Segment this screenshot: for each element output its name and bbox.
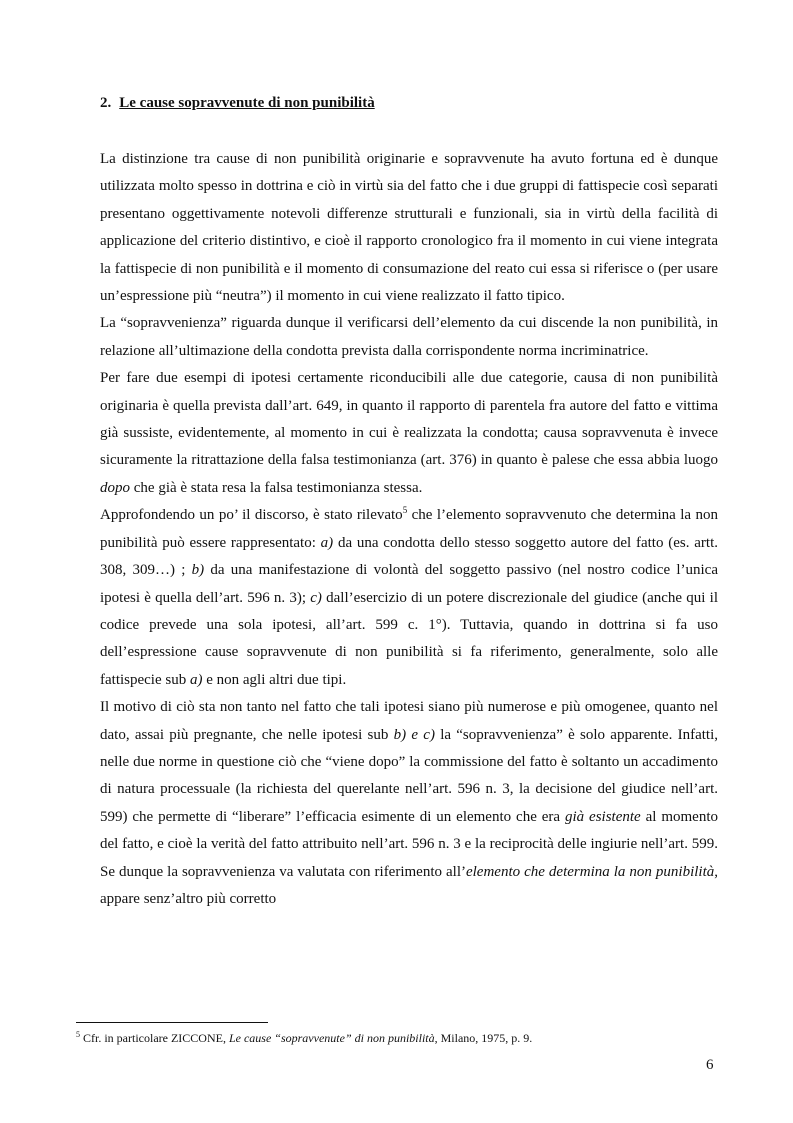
- page-number: 6: [706, 1057, 714, 1073]
- text-run: al momento del fatto, e cioè la verità del fatto attribuito nell’art. 596 n. 3 e la reciprocità delle ingiurie nell’art. 599. Se dunque la sopravvenienza va valutata con riferimento all’: [100, 808, 718, 880]
- text-run: , appare senz’altro più corretto: [100, 863, 718, 907]
- emphasis-text: elemento che determina la non punibilità: [465, 863, 715, 880]
- emphasis-text: c): [310, 589, 322, 606]
- body-text: [100, 146, 718, 913]
- text-run: La “sopravvenienza” riguarda dunque il verificarsi dell’elemento da cui discende la non punibilità, in relazione all’ultimazione della condotta prevista dalla corrispondente norma incriminatrice.: [100, 315, 718, 359]
- text-run: Il motivo di ciò sta non tanto nel fatto che tali ipotesi siano più numerose e più omogenee, quanto nel dato, assai più pregnante, che nelle ipotesi sub: [100, 699, 718, 743]
- paragraph: [100, 502, 718, 694]
- section-number: 2.: [100, 95, 112, 111]
- emphasis-text: dopo: [100, 479, 130, 496]
- paragraph: [100, 365, 718, 502]
- footnote-marker: 5: [76, 1030, 80, 1039]
- text-run: Per fare due esempi di ipotesi certamente riconducibili alle due categorie, causa di non punibilità originaria è quella prevista dall’art. 649, in quanto il rapporto di parentela fra autore del fatto e vittima già sussiste, evidentemente, al momento in cui è realizzata la condotta; causa sopravvenuta è invece sicuramente la ritrattazione della falsa testimonianza (art. 376) in quanto è palese che essa abbia luogo: [100, 370, 718, 469]
- emphasis-text: b): [191, 562, 205, 579]
- paragraph: [100, 694, 718, 913]
- section-title: Le cause sopravvenute di non punibilità: [119, 95, 375, 111]
- section-heading: [100, 95, 375, 112]
- text-run: e non agli altri due tipi.: [202, 671, 347, 688]
- text-run: che già è stata resa la falsa testimonianza stessa.: [130, 479, 423, 496]
- text-run: che l’elemento sopravvenuto che determina la non punibilità può essere rappresentato:: [100, 507, 718, 551]
- emphasis-text: già esistente: [564, 808, 641, 825]
- footnote-reference: 5: [402, 505, 408, 516]
- text-run: la “sopravvenienza” è solo apparente. Infatti, nelle due norme in questione ciò che “viene dopo” la commissione del fatto è soltanto un accadimento di natura processuale (la richiesta del querelante nell’art. 596 n. 3, la decisione del giudice nell’art. 599) che permette di “liberare” l’efficacia esimente di un elemento che era: [100, 726, 718, 825]
- text-run: Approfondendo un po’ il discorso, è stato rilevato: [100, 507, 403, 524]
- emphasis-text: b) e c): [393, 726, 435, 743]
- text-run: La distinzione tra cause di non punibilità originarie e sopravvenute ha avuto fortuna ed è dunque utilizzata molto spesso in dottrina e ciò in virtù sia del fatto che i due gruppi di fattispecie così separati presentano oggettivamente notevoli differenze strutturali e funzionali, sia in virtù della facilità di applicazione del criterio distintivo, e cioè il rapporto cronologico fra il momento in cui viene integrata la fattispecie di non punibilità e il momento di consumazione del reato cui essa si riferisce o (per usare un’espressione più “neutra”) il momento in cui viene realizzato il fatto tipico.: [100, 151, 718, 305]
- footnote-intro: Cfr. in particolare ZICCONE,: [80, 1031, 229, 1045]
- paragraph: [100, 146, 718, 310]
- footnote-separator: [76, 1022, 268, 1023]
- footnote: [76, 1031, 532, 1046]
- footnote-cited-title: Le cause “sopravvenute” di non punibilità: [228, 1031, 435, 1045]
- text-run: dall’esercizio di un potere discrezionale del giudice (anche qui il codice prevede una sola ipotesi, all’art. 599 c. 1°). Tuttavia, quando in dottrina si fa uso dell’espressione cause sopravvenute di non punibilità si fa riferimento, generalmente, solo alle fattispecie sub: [100, 589, 718, 688]
- emphasis-text: a): [320, 534, 334, 551]
- paragraph: [100, 310, 718, 365]
- emphasis-text: a): [189, 671, 203, 688]
- text-run: da una manifestazione di volontà del soggetto passivo (nel nostro codice l’unica ipotesi è quella dell’art. 596 n. 3);: [100, 562, 718, 606]
- text-run: da una condotta dello stesso soggetto autore del fatto (es. artt. 308, 309…) ;: [100, 534, 718, 579]
- footnote-citation-details: , Milano, 1975, p. 9.: [434, 1031, 533, 1045]
